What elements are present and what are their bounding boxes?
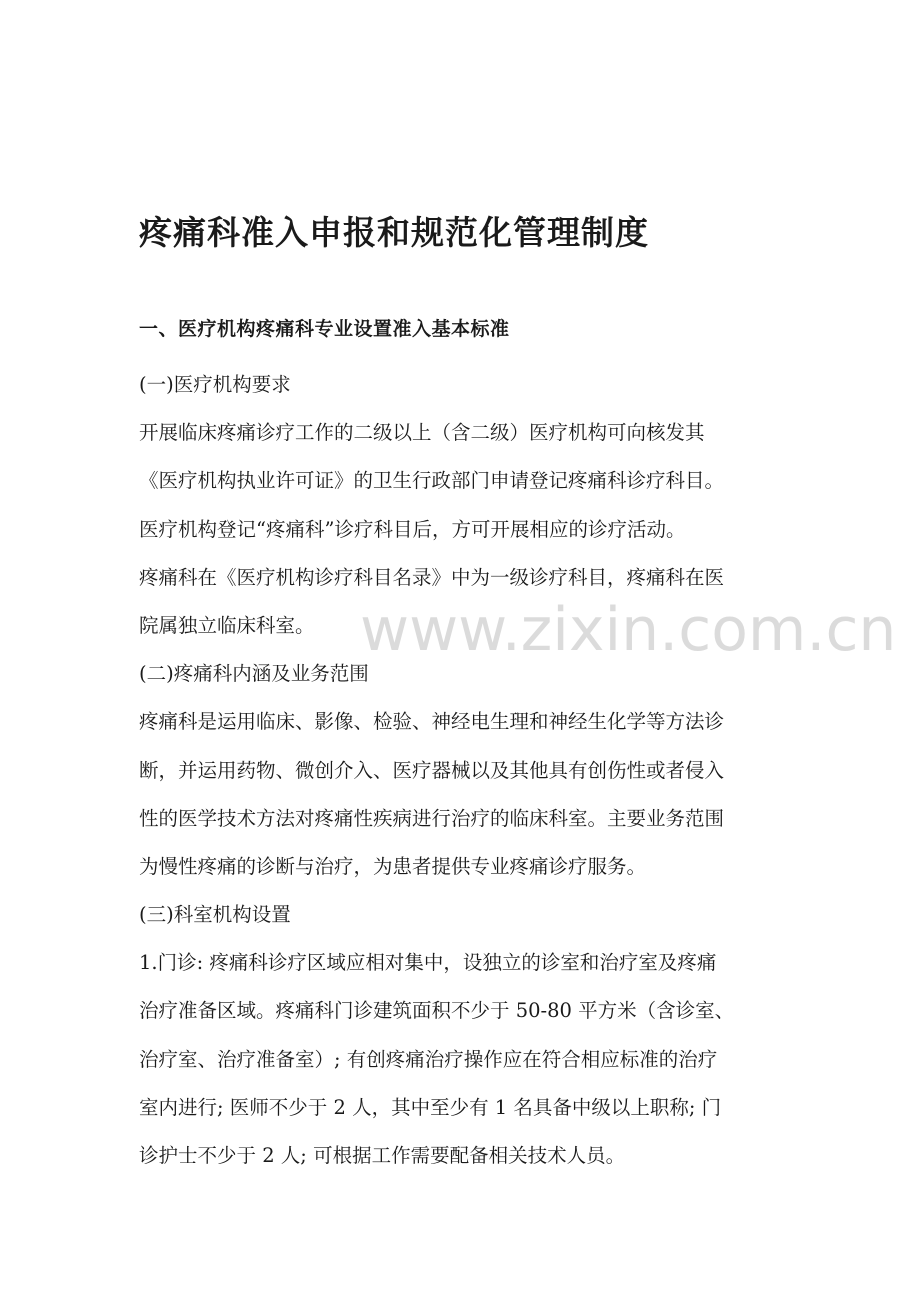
- text-line: 医疗机构登记“疼痛科”诊疗科目后，方可开展相应的诊疗活动。: [139, 517, 686, 541]
- text-line: 诊护士不少于 2 人; 可根据工作需要配备相关技术人员。: [139, 1144, 626, 1167]
- text-line: 院属独立临床科室。: [139, 613, 315, 637]
- text-line: 为慢性疼痛的诊断与治疗，为患者提供专业疼痛诊疗服务。: [139, 854, 647, 878]
- section-heading: 一、医疗机构疼痛科专业设置准入基本标准: [139, 318, 510, 340]
- text-line: 断，并运用药物、微创介入、医疗器械以及其他具有创伤性或者侵入: [139, 758, 725, 782]
- text-line: 疼痛科是运用临床、影像、检验、神经电生理和神经生化学等方法诊: [139, 710, 725, 734]
- text-line: 1.门诊: 疼痛科诊疗区域应相对集中，设独立的诊室和治疗室及疼痛: [139, 951, 717, 975]
- text-line: 室内进行; 医师不少于 2 人，其中至少有 1 名具备中级以上职称; 门: [139, 1095, 722, 1119]
- document-title: 疼痛科准入申报和规范化管理制度: [139, 213, 649, 252]
- text-line: 疼痛科在《医疗机构诊疗科目名录》中为一级诊疗科目，疼痛科在医: [139, 565, 725, 589]
- subheading-2: (二)疼痛科内涵及业务范围: [139, 662, 369, 686]
- text-line: 开展临床疼痛诊疗工作的二级以上（含二级）医疗机构可向核发其: [139, 421, 705, 445]
- body-text: [139, 361, 789, 1180]
- watermark: www.zixin.com.cn: [360, 595, 897, 665]
- text-line: 《医疗机构执业许可证》的卫生行政部门申请登记疼痛科诊疗科目。: [139, 469, 725, 493]
- subheading-3: (三)科室机构设置: [139, 903, 291, 927]
- text-line: 治疗室、治疗准备室）; 有创疼痛治疗操作应在符合相应标准的治疗: [139, 1047, 718, 1071]
- subheading-1: (一)医疗机构要求: [139, 373, 291, 396]
- text-line: 性的医学技术方法对疼痛性疾病进行治疗的临床科室。主要业务范围: [139, 806, 725, 830]
- text-line: 治疗准备区域。疼痛科门诊建筑面积不少于 50-80 平方米（含诊室、: [139, 999, 735, 1023]
